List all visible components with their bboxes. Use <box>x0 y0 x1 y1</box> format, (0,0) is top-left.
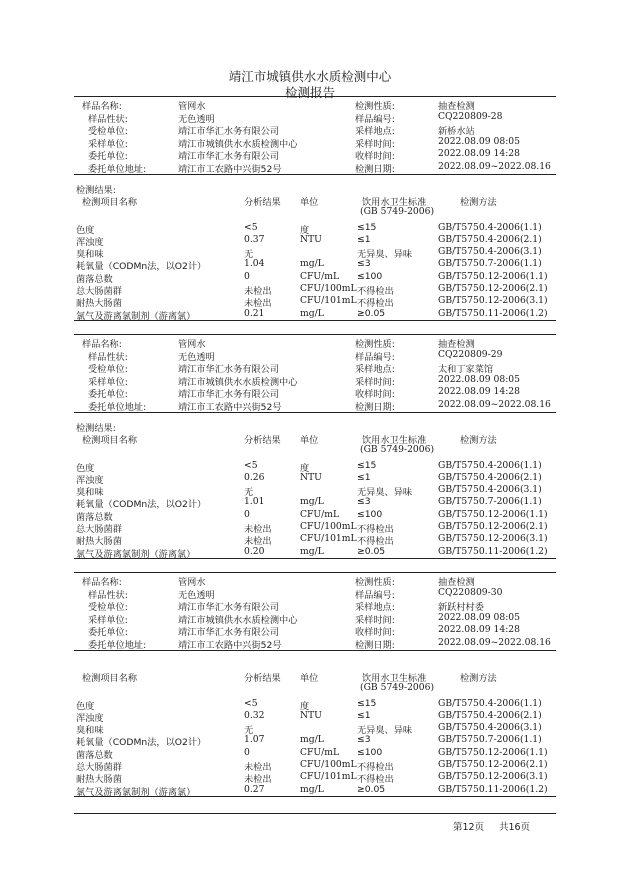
info-label-sample-state: 样品性状: <box>88 589 128 601</box>
row-method: GB/T5750.12-2006(1.1) <box>438 271 548 282</box>
row-standard: ≤1 <box>357 710 371 721</box>
section-top-rule <box>74 96 556 97</box>
info-label-sampling-site: 采样地点: <box>355 602 395 614</box>
col-header-method: 检测方法 <box>460 197 497 208</box>
results-label: 检测结果: <box>76 185 116 196</box>
row-standard: ≤100 <box>357 509 383 520</box>
section-bottom-rule <box>74 796 556 797</box>
report-title: 靖江市城镇供水水质检测中心 <box>228 69 392 84</box>
row-result: 未检出 <box>244 524 272 535</box>
row-result: 0.32 <box>244 710 265 721</box>
row-standard: 无异臭、异味 <box>357 487 413 498</box>
row-result: 未检出 <box>244 762 272 773</box>
row-item: 耗氧量（CODMn法，以O2计） <box>76 261 207 272</box>
info-label-entrusted-unit: 受检单位: <box>88 126 128 138</box>
col-header-unit: 单位 <box>300 197 319 208</box>
col-header-method: 检测方法 <box>460 435 497 446</box>
row-item: 臭和味 <box>76 725 104 736</box>
info-label-sample-name: 样品名称: <box>82 577 122 588</box>
row-item: 浑浊度 <box>76 237 104 248</box>
info-label-client-address: 委托单位地址: <box>88 402 147 413</box>
results-label: 检测结果: <box>76 423 116 434</box>
info-value-sample-no: CQ220809-28 <box>438 110 503 122</box>
row-item: 菌落总数 <box>76 274 113 285</box>
row-result: 未检出 <box>244 286 272 297</box>
row-unit: NTU <box>300 472 322 483</box>
info-value-sample-state: 无色透明 <box>178 351 215 363</box>
row-method: GB/T5750.12-2006(3.1) <box>438 771 548 782</box>
row-result: 无 <box>244 249 254 260</box>
row-standard: ≤100 <box>357 747 383 758</box>
info-label-test-nature: 检测性质: <box>355 339 395 350</box>
col-header-item: 检测项目名称 <box>82 435 138 446</box>
row-method: GB/T5750.4-2006(3.1) <box>438 246 542 257</box>
row-method: GB/T5750.4-2006(1.1) <box>438 460 542 471</box>
row-result: 0.26 <box>244 472 265 483</box>
row-item: 色度 <box>76 701 95 712</box>
row-method: GB/T5750.12-2006(2.1) <box>438 283 548 294</box>
row-result: 0 <box>244 747 250 758</box>
row-item: 浑浊度 <box>76 713 104 724</box>
row-item: 菌落总数 <box>76 750 113 761</box>
row-unit: mg/L <box>300 784 324 795</box>
info-label-client-address: 委托单位地址: <box>88 640 147 651</box>
page-total: 共16页 <box>499 822 531 833</box>
row-method: GB/T5750.4-2006(2.1) <box>438 472 542 483</box>
info-value-sampling-time: 2022.08.09 08:05 <box>438 373 521 385</box>
info-label-sampling-time: 采样时间: <box>355 138 395 150</box>
row-standard: ≤15 <box>357 460 377 471</box>
row-result: 未检出 <box>244 536 272 547</box>
info-value-entrusted-unit: 靖江市华汇水务有限公司 <box>178 364 280 376</box>
row-result: 1.01 <box>244 496 265 507</box>
row-method: GB/T5750.7-2006(1.1) <box>438 496 542 507</box>
info-bottom-rule <box>74 174 556 175</box>
row-unit: CFU/101mL <box>300 295 357 306</box>
row-method: GB/T5750.11-2006(1.2) <box>438 546 548 557</box>
row-unit: 度 <box>300 701 310 712</box>
info-bottom-rule <box>74 650 556 651</box>
row-item: 耗氧量（CODMn法，以O2计） <box>76 499 207 510</box>
col-header-standard-ref: (GB 5749-2006) <box>360 682 435 693</box>
row-standard: ≤3 <box>357 258 371 269</box>
col-header-standard: 饮用水卫生标准 <box>362 673 427 684</box>
row-method: GB/T5750.12-2006(3.1) <box>438 533 548 544</box>
section-bottom-rule <box>74 320 556 321</box>
info-value-sample-state: 无色透明 <box>178 113 215 125</box>
row-standard: ≤1 <box>357 234 371 245</box>
info-value-sampling-site: 新桥水站 <box>438 126 475 138</box>
info-value-sample-name: 管网水 <box>178 339 206 350</box>
row-standard: ≤15 <box>357 698 377 709</box>
row-unit: mg/L <box>300 734 324 745</box>
row-item: 色度 <box>76 225 95 236</box>
row-result: <5 <box>244 222 258 233</box>
col-header-result: 分析结果 <box>244 197 281 208</box>
col-header-standard-ref: (GB 5749-2006) <box>360 444 435 455</box>
row-standard: 无异臭、异味 <box>357 249 413 260</box>
info-label-test-date: 检测日期: <box>355 164 395 175</box>
row-method: GB/T5750.12-2006(1.1) <box>438 747 548 758</box>
row-item: 氯气及游离氯制剂（游离氯） <box>76 311 196 322</box>
row-item: 浑浊度 <box>76 475 104 486</box>
info-value-client-unit: 靖江市华汇水务有限公司 <box>178 151 280 163</box>
col-header-result: 分析结果 <box>244 435 281 446</box>
row-result: 0.37 <box>244 234 265 245</box>
info-label-client-unit: 委托单位: <box>88 389 128 401</box>
row-standard: ≤3 <box>357 496 371 507</box>
row-standard: 不得检出 <box>357 762 394 773</box>
info-label-sample-name: 样品名称: <box>82 101 122 112</box>
col-header-result: 分析结果 <box>244 673 281 684</box>
row-unit: CFU/mL <box>300 509 340 520</box>
row-item: 氯气及游离氯制剂（游离氯） <box>76 549 196 560</box>
row-item: 耐热大肠菌 <box>76 774 122 785</box>
info-value-test-date: 2022.08.09~2022.08.16 <box>438 637 551 648</box>
row-method: GB/T5750.11-2006(1.2) <box>438 308 548 319</box>
row-unit: mg/L <box>300 496 324 507</box>
row-item: 总大肠菌群 <box>76 286 122 297</box>
row-unit: CFU/mL <box>300 271 340 282</box>
info-value-test-date: 2022.08.09~2022.08.16 <box>438 161 551 172</box>
info-label-sampling-unit: 采样单位: <box>88 614 128 626</box>
info-bottom-rule <box>74 412 556 413</box>
col-header-standard: 饮用水卫生标准 <box>362 435 427 446</box>
row-result: 0 <box>244 509 250 520</box>
col-header-method: 检测方法 <box>460 673 497 684</box>
info-value-receive-time: 2022.08.09 14:28 <box>438 148 521 160</box>
row-result: 1.07 <box>244 734 265 745</box>
row-method: GB/T5750.7-2006(1.1) <box>438 258 542 269</box>
row-standard: 不得检出 <box>357 774 394 785</box>
row-standard: ≤100 <box>357 271 383 282</box>
info-label-entrusted-unit: 受检单位: <box>88 602 128 614</box>
row-result: 0.27 <box>244 784 265 795</box>
info-label-test-date: 检测日期: <box>355 640 395 651</box>
col-header-item: 检测项目名称 <box>82 197 138 208</box>
info-value-sampling-time: 2022.08.09 08:05 <box>438 135 521 147</box>
row-unit: CFU/100mL <box>300 283 357 294</box>
info-value-test-date: 2022.08.09~2022.08.16 <box>438 399 551 410</box>
row-unit: NTU <box>300 234 322 245</box>
row-standard: ≥0.05 <box>357 784 386 795</box>
info-label-sample-state: 样品性状: <box>88 113 128 125</box>
row-result: 0.20 <box>244 546 265 557</box>
row-item: 菌落总数 <box>76 512 113 523</box>
row-method: GB/T5750.7-2006(1.1) <box>438 734 542 745</box>
info-label-test-date: 检测日期: <box>355 402 395 413</box>
row-method: GB/T5750.4-2006(1.1) <box>438 222 542 233</box>
info-label-sample-no: 样品编号: <box>355 113 395 125</box>
row-result: 无 <box>244 487 254 498</box>
info-value-client-address: 靖江市工农路中兴街52号 <box>178 640 282 651</box>
info-label-sampling-site: 采样地点: <box>355 364 395 376</box>
section-top-rule <box>74 572 556 573</box>
row-method: GB/T5750.4-2006(2.1) <box>438 710 542 721</box>
row-result: 0 <box>244 271 250 282</box>
row-standard: ≥0.05 <box>357 308 386 319</box>
row-method: GB/T5750.4-2006(3.1) <box>438 722 542 733</box>
row-method: GB/T5750.4-2006(1.1) <box>438 698 542 709</box>
info-value-sampling-unit: 靖江市城镇供水水质检测中心 <box>178 376 298 388</box>
row-unit: CFU/100mL <box>300 759 357 770</box>
row-result: 未检出 <box>244 774 272 785</box>
info-value-client-unit: 靖江市华汇水务有限公司 <box>178 627 280 639</box>
row-standard: ≤1 <box>357 472 371 483</box>
info-label-sampling-site: 采样地点: <box>355 126 395 138</box>
row-item: 耐热大肠菌 <box>76 298 122 309</box>
row-unit: mg/L <box>300 308 324 319</box>
row-result: <5 <box>244 460 258 471</box>
info-label-client-address: 委托单位地址: <box>88 164 147 175</box>
row-unit: mg/L <box>300 546 324 557</box>
info-value-receive-time: 2022.08.09 14:28 <box>438 624 521 636</box>
col-header-standard-ref: (GB 5749-2006) <box>360 206 435 217</box>
row-item: 氯气及游离氯制剂（游离氯） <box>76 787 196 798</box>
row-item: 臭和味 <box>76 487 104 498</box>
row-standard: 不得检出 <box>357 298 394 309</box>
row-item: 耗氧量（CODMn法，以O2计） <box>76 737 207 748</box>
row-result: 无 <box>244 725 254 736</box>
info-value-sampling-site: 新跃村村委 <box>438 602 484 614</box>
row-result: 未检出 <box>244 298 272 309</box>
info-value-receive-time: 2022.08.09 14:28 <box>438 386 521 398</box>
info-value-sample-state: 无色透明 <box>178 589 215 601</box>
info-value-sample-no: CQ220809-30 <box>438 586 503 598</box>
info-label-sample-state: 样品性状: <box>88 351 128 363</box>
info-label-sample-no: 样品编号: <box>355 589 395 601</box>
info-label-sampling-time: 采样时间: <box>355 614 395 626</box>
info-label-client-unit: 委托单位: <box>88 151 128 163</box>
report-subtitle: 检测报告 <box>284 85 335 100</box>
row-unit: NTU <box>300 710 322 721</box>
section-bottom-rule <box>74 558 556 559</box>
col-header-unit: 单位 <box>300 435 319 446</box>
footer-rule <box>74 813 556 814</box>
row-standard: ≥0.05 <box>357 546 386 557</box>
row-result: 0.21 <box>244 308 265 319</box>
row-unit: mg/L <box>300 258 324 269</box>
row-result: <5 <box>244 698 258 709</box>
info-label-receive-time: 收样时间: <box>355 151 395 163</box>
col-header-unit: 单位 <box>300 673 319 684</box>
col-header-standard: 饮用水卫生标准 <box>362 197 427 208</box>
row-item: 总大肠菌群 <box>76 762 122 773</box>
info-value-entrusted-unit: 靖江市华汇水务有限公司 <box>178 602 280 614</box>
info-label-sample-no: 样品编号: <box>355 351 395 363</box>
info-value-test-nature: 抽查检测 <box>438 101 475 112</box>
info-label-receive-time: 收样时间: <box>355 627 395 639</box>
row-unit: 度 <box>300 463 310 474</box>
info-value-test-nature: 抽查检测 <box>438 577 475 588</box>
row-method: GB/T5750.12-2006(3.1) <box>438 295 548 306</box>
row-unit: CFU/100mL <box>300 521 357 532</box>
info-value-sampling-time: 2022.08.09 08:05 <box>438 611 521 623</box>
info-label-sampling-unit: 采样单位: <box>88 376 128 388</box>
info-value-client-unit: 靖江市华汇水务有限公司 <box>178 389 280 401</box>
row-method: GB/T5750.12-2006(1.1) <box>438 509 548 520</box>
row-unit: CFU/101mL <box>300 533 357 544</box>
row-result: 1.04 <box>244 258 265 269</box>
info-value-entrusted-unit: 靖江市华汇水务有限公司 <box>178 126 280 138</box>
info-label-sample-name: 样品名称: <box>82 339 122 350</box>
row-method: GB/T5750.4-2006(2.1) <box>438 234 542 245</box>
col-header-item: 检测项目名称 <box>82 673 138 684</box>
row-method: GB/T5750.11-2006(1.2) <box>438 784 548 795</box>
row-standard: ≤3 <box>357 734 371 745</box>
row-unit: CFU/mL <box>300 747 340 758</box>
row-method: GB/T5750.12-2006(2.1) <box>438 521 548 532</box>
row-standard: 不得检出 <box>357 286 394 297</box>
row-method: GB/T5750.12-2006(2.1) <box>438 759 548 770</box>
info-value-sampling-unit: 靖江市城镇供水水质检测中心 <box>178 138 298 150</box>
row-item: 色度 <box>76 463 95 474</box>
info-value-sample-name: 管网水 <box>178 577 206 588</box>
info-value-sample-no: CQ220809-29 <box>438 348 503 360</box>
row-standard: ≤15 <box>357 222 377 233</box>
row-standard: 无异臭、异味 <box>357 725 413 736</box>
info-label-test-nature: 检测性质: <box>355 577 395 588</box>
row-method: GB/T5750.4-2006(3.1) <box>438 484 542 495</box>
info-value-client-address: 靖江市工农路中兴街52号 <box>178 402 282 413</box>
info-value-sample-name: 管网水 <box>178 101 206 112</box>
row-item: 耐热大肠菌 <box>76 536 122 547</box>
info-label-sampling-unit: 采样单位: <box>88 138 128 150</box>
row-standard: 不得检出 <box>357 536 394 547</box>
row-unit: CFU/101mL <box>300 771 357 782</box>
row-standard: 不得检出 <box>357 524 394 535</box>
section-top-rule <box>74 334 556 335</box>
row-item: 臭和味 <box>76 249 104 260</box>
info-label-entrusted-unit: 受检单位: <box>88 364 128 376</box>
info-label-client-unit: 委托单位: <box>88 627 128 639</box>
info-value-test-nature: 抽查检测 <box>438 339 475 350</box>
info-label-test-nature: 检测性质: <box>355 101 395 112</box>
row-item: 总大肠菌群 <box>76 524 122 535</box>
info-value-sampling-unit: 靖江市城镇供水水质检测中心 <box>178 614 298 626</box>
info-label-receive-time: 收样时间: <box>355 389 395 401</box>
info-value-sampling-site: 太和丁家菜馆 <box>438 364 494 376</box>
info-label-sampling-time: 采样时间: <box>355 376 395 388</box>
page-number: 第12页 <box>453 822 485 833</box>
row-unit: 度 <box>300 225 310 236</box>
info-value-client-address: 靖江市工农路中兴街52号 <box>178 164 282 175</box>
